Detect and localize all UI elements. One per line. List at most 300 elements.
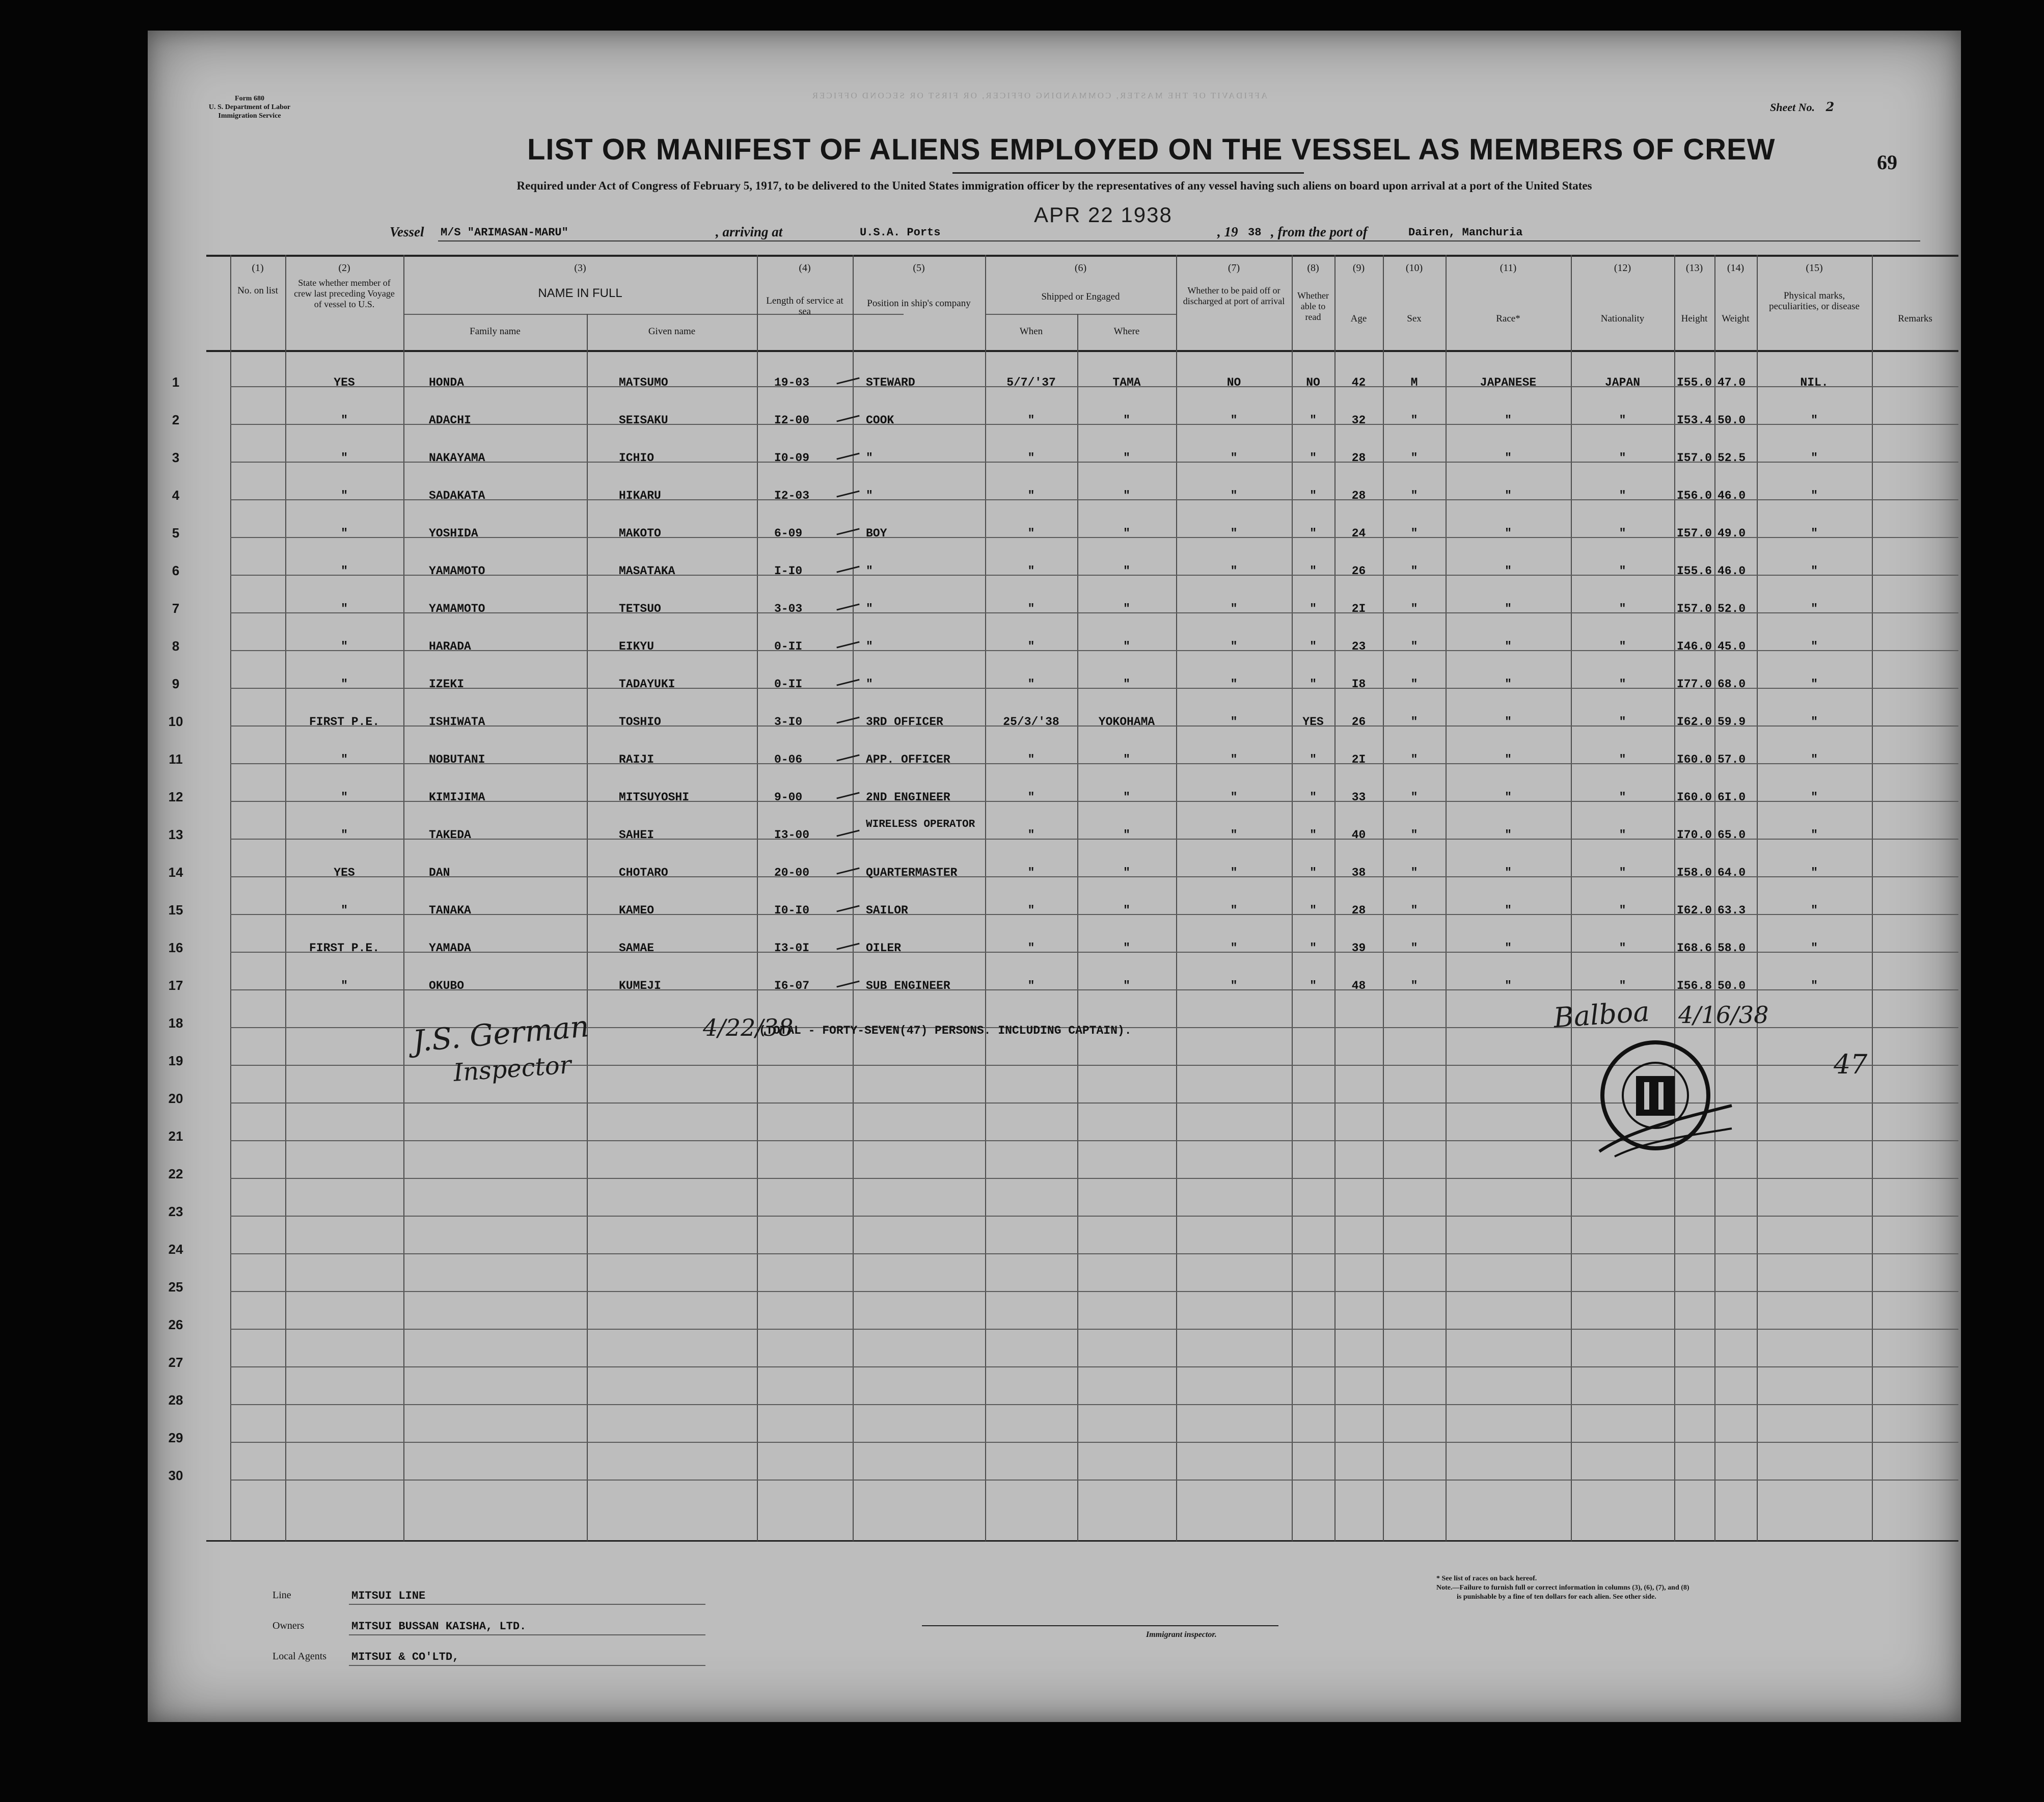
cell-race: " (1505, 828, 1512, 842)
cell-able-to-read: " (1310, 866, 1317, 879)
cell-position: SAILOR (866, 904, 908, 917)
cell-sex: " (1410, 678, 1418, 691)
cell-last-voyage: " (341, 489, 348, 502)
cell-race: " (1505, 414, 1512, 427)
header-bottom-rule (206, 350, 1958, 352)
col-divider (1176, 255, 1177, 1541)
cell-weight: 68.0 (1718, 678, 1746, 691)
cell-physical-marks: " (1811, 678, 1818, 691)
cell-height: I60.0 (1677, 753, 1712, 766)
cell-height: I77.0 (1677, 678, 1712, 691)
pen-tick-mark (836, 867, 859, 874)
cell-shipped-when: " (1027, 489, 1035, 502)
col-divider (1674, 255, 1675, 1541)
pen-tick-mark (836, 452, 859, 460)
row-number: 26 (168, 1317, 183, 1332)
cell-service-length: 0-II (774, 640, 803, 653)
cell-able-to-read: " (1310, 753, 1317, 766)
header-name-in-full: NAME IN FULL (538, 286, 622, 300)
row-number: 29 (168, 1430, 183, 1445)
pen-tick-mark (836, 377, 859, 384)
cell-race: " (1505, 451, 1512, 465)
cell-last-voyage: " (341, 564, 348, 578)
pen-tick-mark (836, 566, 859, 573)
pen-tick-mark (836, 528, 859, 535)
cell-last-voyage: " (341, 753, 348, 766)
pen-tick-mark (836, 829, 859, 837)
cell-age: 2I (1351, 753, 1366, 766)
cell-age: 26 (1351, 715, 1366, 729)
cell-physical-marks: " (1811, 979, 1818, 992)
cell-position: " (866, 678, 873, 691)
cell-age: 33 (1351, 791, 1366, 804)
cell-weight: 50.0 (1718, 979, 1746, 992)
cell-service-length: 20-00 (774, 866, 810, 879)
row-number: 7 (172, 601, 180, 616)
cell-last-voyage: FIRST P.E. (309, 942, 380, 955)
row-number: 9 (172, 676, 180, 691)
cell-physical-marks: " (1811, 866, 1818, 879)
cell-able-to-read: " (1310, 602, 1317, 615)
agents-value: MITSUI & CO'LTD, (351, 1651, 459, 1663)
cell-shipped-when: " (1027, 753, 1035, 766)
cell-paid-off: " (1230, 451, 1238, 465)
line-rule (349, 1604, 705, 1605)
row-number: 30 (168, 1468, 183, 1483)
cell-service-length: I3-00 (774, 828, 810, 842)
penalty-note-cont: is punishable by a fine of ten dollars for each alien. See other side. (1457, 1593, 1656, 1601)
cell-nationality: " (1619, 753, 1626, 766)
cell-position: STEWARD (866, 376, 915, 389)
row-number: 25 (168, 1279, 183, 1295)
cell-family-name: HARADA (429, 640, 471, 653)
pen-tick-mark (836, 905, 859, 912)
cell-height: I60.0 (1677, 791, 1712, 804)
page-subtitle: Required under Act of Congress of February 5, 1917, to be delivered to the United States immigration officer by the representatives of any vessel having such aliens on board upon arrival at a port of the United States (516, 179, 1592, 192)
row-rule (230, 1480, 1958, 1481)
cell-paid-off: " (1230, 602, 1238, 615)
cell-age: 28 (1351, 904, 1366, 917)
header-able-to-read: Whether able to read (1297, 290, 1329, 322)
cell-paid-off: " (1230, 979, 1238, 992)
cell-physical-marks: " (1811, 942, 1818, 955)
cell-last-voyage: " (341, 791, 348, 804)
cell-sex: " (1410, 791, 1418, 804)
cell-nationality: " (1619, 564, 1626, 578)
cell-paid-off: " (1230, 753, 1238, 766)
cell-weight: 50.0 (1718, 414, 1746, 427)
cell-given-name: TADAYUKI (619, 678, 675, 691)
cell-last-voyage: " (341, 979, 348, 992)
cell-shipped-where: " (1123, 678, 1130, 691)
cell-service-length: I0-09 (774, 451, 810, 465)
from-port-label: , from the port of (1271, 224, 1368, 239)
cell-race: " (1505, 489, 1512, 502)
cell-shipped-where: " (1123, 753, 1130, 766)
vessel-label: Vessel (390, 224, 424, 239)
cell-last-voyage: YES (334, 376, 355, 389)
header-height: Height (1681, 313, 1708, 324)
from-port-value: Dairen, Manchuria (1408, 226, 1523, 239)
cell-paid-off: " (1230, 564, 1238, 578)
cell-given-name: MITSUYOSHI (619, 791, 690, 804)
cell-shipped-when: " (1027, 451, 1035, 465)
column-number: (4) (799, 262, 811, 274)
cell-physical-marks: " (1811, 753, 1818, 766)
inspector-signature-rule (922, 1625, 1278, 1626)
cell-last-voyage: " (341, 602, 348, 615)
cell-age: 40 (1351, 828, 1366, 842)
header-paid-off: Whether to be paid off or discharged at port of arrival (1183, 285, 1285, 306)
cell-shipped-when: " (1027, 602, 1035, 615)
cell-sex: " (1410, 640, 1418, 653)
cell-physical-marks: " (1811, 640, 1818, 653)
row-number: 23 (168, 1204, 183, 1219)
cell-given-name: KUMEJI (619, 979, 661, 992)
header-weight: Weight (1722, 313, 1750, 324)
cell-height: I70.0 (1677, 828, 1712, 842)
col-divider (1714, 255, 1715, 1541)
cell-family-name: TAKEDA (429, 828, 471, 842)
cell-nationality: " (1619, 942, 1626, 955)
cell-position: OILER (866, 942, 902, 955)
cell-shipped-when: " (1027, 791, 1035, 804)
line-value: MITSUI LINE (351, 1590, 426, 1602)
column-number: (2) (338, 262, 350, 274)
col-divider (757, 255, 758, 1541)
cell-service-length: I-I0 (774, 564, 803, 578)
cell-position: " (866, 489, 873, 502)
cell-weight: 49.0 (1718, 527, 1746, 540)
cell-sex: " (1410, 979, 1418, 992)
row-rule (230, 1253, 1958, 1254)
inspector-title: Inspector (452, 1050, 573, 1088)
cell-physical-marks: " (1811, 451, 1818, 465)
owners-label: Owners (272, 1620, 305, 1631)
cell-weight: 45.0 (1718, 640, 1746, 653)
cell-position: APP. OFFICER (866, 753, 950, 766)
cell-height: I55.0 (1677, 376, 1712, 389)
column-number: (1) (252, 262, 264, 274)
cell-able-to-read: " (1310, 640, 1317, 653)
cell-sex: " (1410, 414, 1418, 427)
cell-race: " (1505, 866, 1512, 879)
cell-shipped-when: " (1027, 640, 1035, 653)
title-rule (952, 172, 1304, 174)
cell-paid-off: " (1230, 866, 1238, 879)
col-divider (1872, 255, 1873, 1541)
cell-height: I57.0 (1677, 527, 1712, 540)
cell-shipped-when: 5/7/'37 (1006, 376, 1056, 389)
col-divider (587, 314, 588, 1541)
cell-able-to-read: " (1310, 942, 1317, 955)
cell-shipped-where: " (1123, 866, 1130, 879)
column-number: (8) (1307, 262, 1319, 274)
header-no-on-list: No. on list (237, 285, 278, 296)
pen-tick-mark (836, 716, 859, 723)
cell-height: I46.0 (1677, 640, 1712, 653)
row-number: 24 (168, 1242, 183, 1257)
cell-race: " (1505, 602, 1512, 615)
cell-shipped-where: " (1123, 451, 1130, 465)
header-age: Age (1350, 313, 1367, 324)
row-rule (230, 1366, 1958, 1367)
pen-tick-mark (836, 641, 859, 648)
cell-height: I68.6 (1677, 942, 1712, 955)
cell-race: " (1505, 942, 1512, 955)
table-top-rule (206, 255, 1958, 257)
cell-sex: " (1410, 866, 1418, 879)
column-number: (12) (1614, 262, 1631, 274)
form-number: Form 680 (235, 95, 264, 102)
cell-family-name: YOSHIDA (429, 527, 478, 540)
cell-age: 28 (1351, 489, 1366, 502)
cell-nationality: " (1619, 828, 1626, 842)
year-value: 38 (1248, 226, 1262, 239)
cell-service-length: 19-03 (774, 376, 810, 389)
pen-tick-mark (836, 490, 859, 497)
cell-given-name: SAMAE (619, 942, 655, 955)
cell-position: 3RD OFFICER (866, 715, 943, 729)
cell-shipped-when: 25/3/'38 (1003, 715, 1059, 729)
row-number: 13 (168, 827, 183, 842)
header-family-name: Family name (470, 326, 521, 337)
cell-shipped-when: " (1027, 904, 1035, 917)
cell-physical-marks: " (1811, 489, 1818, 502)
cell-age: 39 (1351, 942, 1366, 955)
pen-tick-mark (836, 679, 859, 686)
cell-given-name: TOSHIO (619, 715, 661, 729)
sheet-value: 2 (1825, 99, 1835, 114)
cell-nationality: " (1619, 414, 1626, 427)
cell-family-name: HONDA (429, 376, 465, 389)
cell-age: 28 (1351, 451, 1366, 465)
cell-service-length: 9-00 (774, 791, 803, 804)
pen-tick-mark (836, 754, 859, 761)
cell-race: " (1505, 904, 1512, 917)
cell-service-length: I6-07 (774, 979, 810, 992)
cell-age: 38 (1351, 866, 1366, 879)
row-rule (230, 1329, 1958, 1330)
cell-shipped-where: " (1123, 564, 1130, 578)
row-number: 5 (172, 525, 180, 541)
cell-last-voyage: " (341, 527, 348, 540)
pen-tick-mark (836, 943, 859, 950)
cell-given-name: MAKOTO (619, 527, 661, 540)
cell-given-name: RAIJI (619, 753, 655, 766)
cell-weight: 46.0 (1718, 489, 1746, 502)
cell-given-name: MATSUMO (619, 376, 668, 389)
header-remarks: Remarks (1898, 313, 1932, 324)
row-number: 8 (172, 638, 180, 654)
cell-nationality: JAPAN (1604, 376, 1640, 389)
cell-service-length: I3-0I (774, 942, 810, 955)
cell-shipped-where: " (1123, 942, 1130, 955)
header-race: Race* (1496, 313, 1520, 324)
row-number: 19 (168, 1053, 183, 1068)
cell-last-voyage: " (341, 451, 348, 465)
cell-weight: 57.0 (1718, 753, 1746, 766)
cell-physical-marks: " (1811, 414, 1818, 427)
row-number: 11 (169, 751, 183, 767)
line-label: Line (272, 1590, 291, 1601)
cell-able-to-read: " (1310, 828, 1317, 842)
cell-age: 23 (1351, 640, 1366, 653)
cell-weight: 52.0 (1718, 602, 1746, 615)
cell-physical-marks: " (1811, 791, 1818, 804)
header-nationality: Nationality (1600, 313, 1645, 324)
cell-paid-off: " (1230, 489, 1238, 502)
cell-family-name: YAMAMOTO (429, 564, 485, 578)
cell-nationality: " (1619, 715, 1626, 729)
cell-family-name: ADACHI (429, 414, 471, 427)
cell-sex: " (1410, 942, 1418, 955)
row-number: 22 (168, 1166, 183, 1181)
cell-sex: " (1410, 489, 1418, 502)
signature-date: 4/22/38 (703, 1014, 794, 1041)
pen-tick-mark (836, 792, 859, 799)
sheet-label: Sheet No. (1770, 101, 1815, 114)
row-number: 4 (172, 488, 180, 503)
cell-sex: " (1410, 527, 1418, 540)
cell-service-length: 6-09 (774, 527, 803, 540)
col-divider (1292, 255, 1293, 1541)
cell-paid-off: " (1230, 828, 1238, 842)
cell-service-length: I2-03 (774, 489, 810, 502)
balboa-date: 4/16/38 (1678, 1001, 1769, 1029)
column-number: (11) (1500, 262, 1517, 274)
cell-position: BOY (866, 527, 887, 540)
cell-service-length: 0-II (774, 678, 803, 691)
cell-height: I62.0 (1677, 904, 1712, 917)
arriving-label: , arriving at (716, 224, 783, 239)
cell-weight: 46.0 (1718, 564, 1746, 578)
cell-family-name: YAMAMOTO (429, 602, 485, 615)
cell-race: JAPANESE (1480, 376, 1537, 389)
total-crew-note: (TOTAL - FORTY-SEVEN(47) PERSONS. INCLUDING CAPTAIN). (759, 1024, 1132, 1037)
cell-able-to-read: " (1310, 489, 1317, 502)
cell-shipped-where: " (1123, 828, 1130, 842)
row-number: 20 (168, 1091, 183, 1106)
row-number: 15 (168, 902, 183, 918)
cell-shipped-when: " (1027, 942, 1035, 955)
cell-race: " (1505, 715, 1512, 729)
cell-last-voyage: " (341, 904, 348, 917)
footer-notes (1436, 1574, 1895, 1602)
cell-height: I58.0 (1677, 866, 1712, 879)
col-divider (403, 255, 404, 1541)
cell-able-to-read: " (1310, 678, 1317, 691)
row-number: 14 (168, 865, 183, 880)
cell-paid-off: " (1230, 715, 1238, 729)
cell-physical-marks: " (1811, 715, 1818, 729)
header-physical-marks: Physical marks, peculiarities, or disease (1769, 290, 1860, 312)
cell-given-name: HIKARU (619, 489, 661, 502)
cell-service-length: I0-I0 (774, 904, 810, 917)
column-number: (5) (913, 262, 925, 274)
col-divider (1757, 255, 1758, 1541)
cell-weight: 65.0 (1718, 828, 1746, 842)
row-number: 27 (168, 1355, 183, 1370)
cell-nationality: " (1619, 451, 1626, 465)
cell-paid-off: " (1230, 791, 1238, 804)
cell-family-name: KIMIJIMA (429, 791, 485, 804)
cell-able-to-read: " (1310, 791, 1317, 804)
inspector-label: Immigrant inspector. (1146, 1630, 1217, 1639)
cell-family-name: OKUBO (429, 979, 465, 992)
cell-age: 24 (1351, 527, 1366, 540)
column-number: (15) (1806, 262, 1823, 274)
row-number: 18 (168, 1015, 183, 1031)
header-position: Position in ship's company (867, 298, 971, 309)
cell-last-voyage: " (341, 640, 348, 653)
cell-last-voyage: FIRST P.E. (309, 715, 380, 729)
cell-shipped-when: " (1027, 414, 1035, 427)
pen-tick-mark (836, 980, 859, 987)
pen-tick-mark (836, 603, 859, 610)
arrival-date-stamp: APR 22 1938 (1034, 203, 1173, 227)
cell-family-name: IZEKI (429, 678, 465, 691)
cell-weight: 63.3 (1718, 904, 1746, 917)
column-number: (3) (574, 262, 586, 274)
row-number: 16 (168, 940, 183, 955)
cell-shipped-where: TAMA (1112, 376, 1141, 389)
year-label: , 19 (1217, 224, 1238, 239)
cell-sex: " (1410, 715, 1418, 729)
cell-able-to-read: NO (1306, 376, 1320, 389)
cell-age: 26 (1351, 564, 1366, 578)
inspector-signature: J.S. German (411, 1009, 591, 1059)
header-length-of-service: Length of service at sea (766, 295, 843, 317)
cell-height: I56.0 (1677, 489, 1712, 502)
row-number: 21 (168, 1128, 183, 1144)
agents-rule (349, 1665, 705, 1666)
cell-nationality: " (1619, 791, 1626, 804)
cell-sex: " (1410, 451, 1418, 465)
cell-race: " (1505, 791, 1512, 804)
cell-able-to-read: " (1310, 564, 1317, 578)
cell-last-voyage: " (341, 414, 348, 427)
cell-sex: M (1410, 376, 1418, 389)
balboa-note: Balboa (1552, 995, 1651, 1034)
owners-rule (349, 1634, 705, 1635)
row-number: 2 (172, 412, 180, 427)
cell-paid-off: NO (1227, 376, 1241, 389)
cell-paid-off: " (1230, 942, 1238, 955)
cell-able-to-read: " (1310, 527, 1317, 540)
column-number: (6) (1074, 262, 1087, 274)
cell-shipped-when: " (1027, 979, 1035, 992)
cell-family-name: DAN (429, 866, 450, 879)
cell-sex: " (1410, 564, 1418, 578)
row-number: 10 (168, 714, 183, 729)
cell-given-name: CHOTARO (619, 866, 668, 879)
cell-sex: " (1410, 828, 1418, 842)
cell-family-name: NAKAYAMA (429, 451, 485, 465)
column-number: (9) (1352, 262, 1365, 274)
cell-nationality: " (1619, 640, 1626, 653)
col-divider (1334, 255, 1336, 1541)
row-number: 28 (168, 1392, 183, 1408)
cell-shipped-when: " (1027, 866, 1035, 879)
cell-shipped-where: YOKOHAMA (1098, 715, 1155, 729)
cell-service-length: 0-06 (774, 753, 803, 766)
cell-age: 42 (1351, 376, 1366, 389)
cell-sex: " (1410, 753, 1418, 766)
cell-paid-off: " (1230, 904, 1238, 917)
cell-race: " (1505, 678, 1512, 691)
cell-shipped-where: " (1123, 979, 1130, 992)
